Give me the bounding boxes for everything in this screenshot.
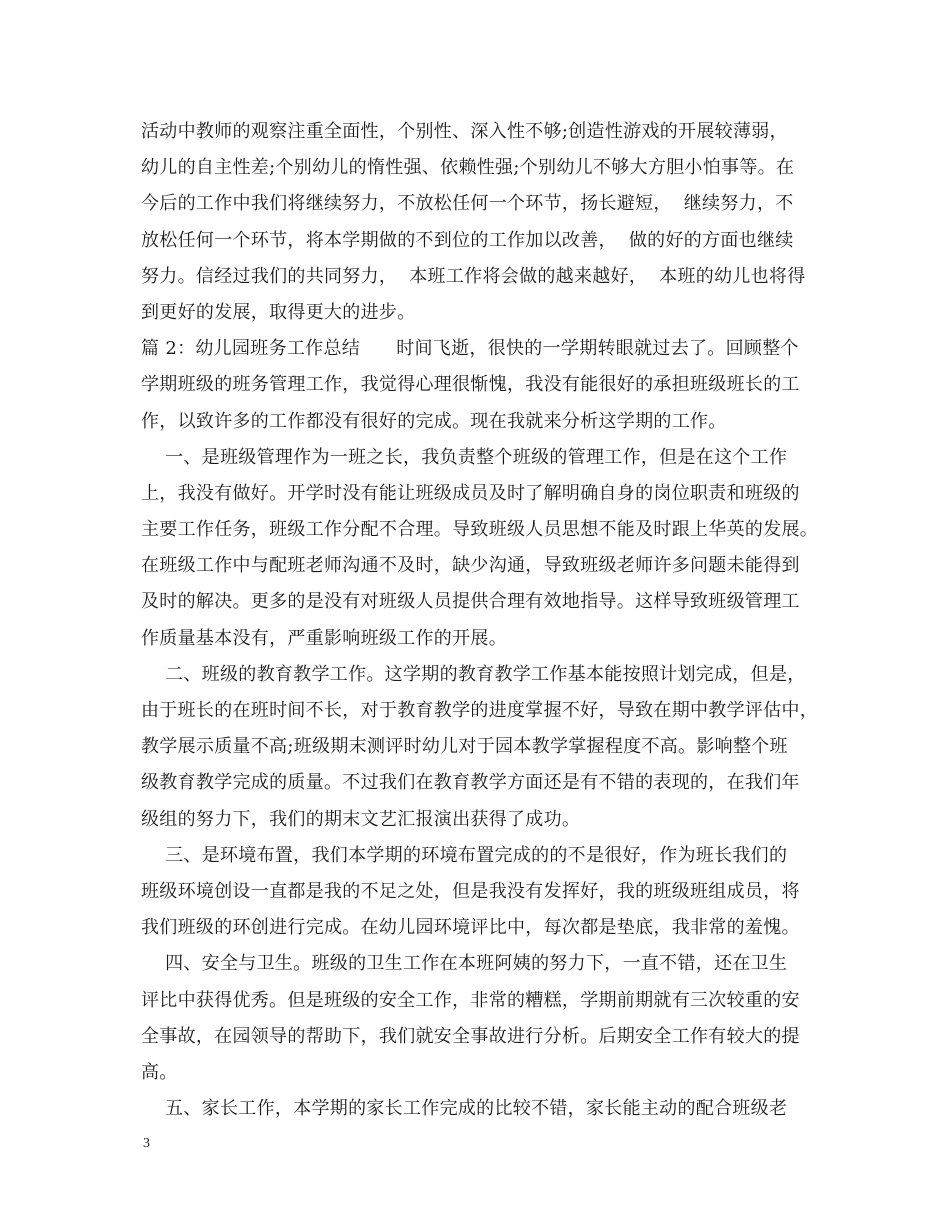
- text-line: 高。: [141, 1061, 178, 1083]
- text-line: 放松任何一个环节，将本学期做的不到位的工作加以改善， 做的好的方面也继续: [141, 229, 794, 251]
- text-line: 级教育教学完成的质量。不过我们在教育教学方面还是有不错的表现的，在我们年: [141, 772, 800, 794]
- text-line: 教学展示质量不高;班级期末测评时幼儿对于园本教学掌握程度不高。影响整个班: [141, 736, 788, 758]
- text-line: 四、安全与卫生。班级的卫生工作在本班阿姨的努力下，一直不错，还在卫生: [141, 953, 788, 975]
- text-line: 二、班级的教育教学工作。这学期的教育教学工作基本能按照计划完成，但是，: [141, 663, 806, 685]
- text-line: 评比中获得优秀。但是班级的安全工作，非常的糟糕，学期前期就有三次较重的安: [141, 989, 800, 1011]
- text-line: 级组的努力下，我们的期末文艺汇报演出获得了成功。: [141, 808, 581, 830]
- text-line: 作，以致许多的工作都没有很好的完成。现在我就来分析这学期的工作。: [141, 410, 727, 432]
- text-line: 今后的工作中我们将继续努力，不放松任何一个环节，扬长避短， 继续努力，不: [141, 193, 794, 215]
- text-line: 幼儿的自主性差;个别幼儿的惰性强、依赖性强;个别幼儿不够大方胆小怕事等。在: [141, 157, 795, 179]
- text-line: 由于班长的在班时间不长，对于教育教学的进度掌握不好，导致在期中教学评估中，: [141, 700, 819, 721]
- section-heading-line: 篇 2：幼儿园班务工作总结 时间飞逝，很快的一学期转眼就过去了。回顾整个: [141, 338, 799, 360]
- text-line: 在班级工作中与配班老师沟通不及时，缺少沟通，导致班级老师许多问题未能得到: [141, 555, 800, 577]
- text-line: 班级环境创设一直都是我的不足之处，但是我没有发挥好，我的班级班组成员，将: [141, 880, 800, 902]
- text-line: 作质量基本没有，严重影响班级工作的开展。: [141, 627, 507, 649]
- text-line: 一、是班级管理作为一班之长，我负责整个班级的管理工作，但是在这个工作: [141, 446, 788, 468]
- text-line: 三、是环境布置，我们本学期的环境布置完成的的不是很好，作为班长我们的: [141, 844, 788, 866]
- text-line: 五、家长工作，本学期的家长工作完成的比较不错，家长能主动的配合班级老: [141, 1098, 788, 1120]
- text-line: 活动中教师的观察注重全面性，个别性、深入性不够;创造性游戏的开展较薄弱，: [141, 121, 788, 142]
- text-line: 全事故，在园领导的帮助下，我们就安全事故进行分析。后期安全工作有较大的提: [141, 1025, 800, 1047]
- page-number: 3: [143, 1136, 150, 1151]
- body-text: [141, 114, 821, 1127]
- text-line: 上，我没有做好。开学时没有能让班级成员及时了解明确自身的岗位职责和班级的: [141, 482, 800, 504]
- text-line: 学期班级的班务管理工作，我觉得心理很惭愧，我没有能很好的承担班级班长的工: [141, 374, 800, 396]
- text-line: 我们班级的环创进行完成。在幼儿园环境评比中，每次都是垫底，我非常的羞愧。: [141, 917, 800, 939]
- text-line: 努力。信经过我们的共同努力， 本班工作将会做的越来越好， 本班的幼儿也将得: [141, 265, 806, 287]
- text-line: 到更好的发展，取得更大的进步。: [141, 301, 416, 323]
- text-line: 主要工作任务，班级工作分配不合理。导致班级人员思想不能及时跟上华英的发展。: [141, 519, 819, 541]
- text-line: 及时的解决。更多的是没有对班级人员提供合理有效地指导。这样导致班级管理工: [141, 591, 800, 613]
